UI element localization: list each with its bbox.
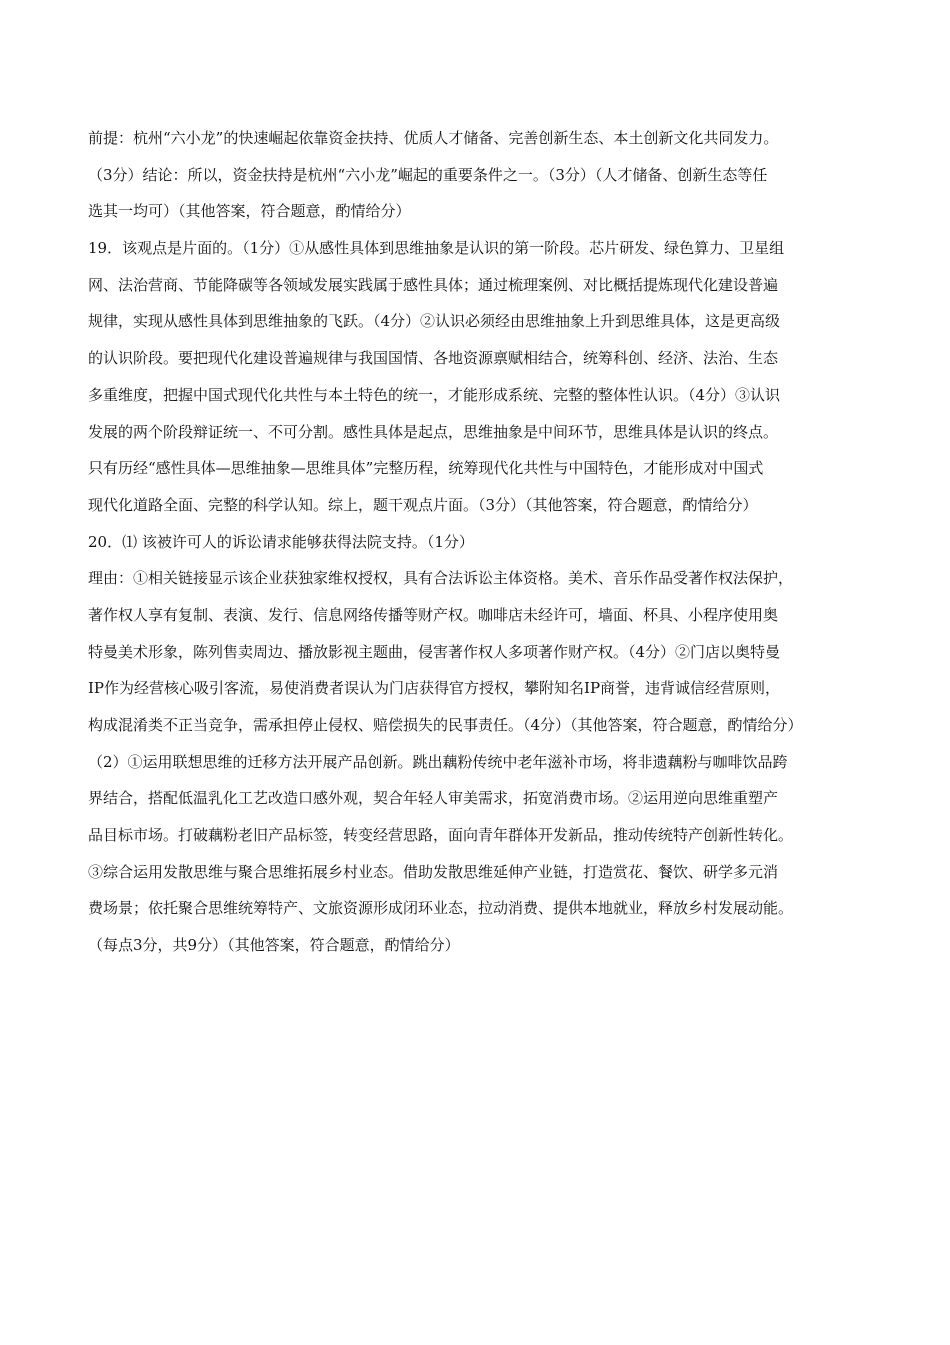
text-line: 规律，实现从感性具体到思维抽象的飞跃。（4分）②认识必须经由思维抽象上升到思维具体，这是更高级 (88, 312, 781, 331)
text-line: 著作权人享有复制、表演、发行、信息网络传播等财产权。咖啡店未经许可，墙面、杯具、小程序使用奥 (88, 605, 779, 624)
text-line: 构成混淆类不正当竞争，需承担停止侵权、赔偿损失的民事责任。（4分）（其他答案，符合题意，酌情给分） (88, 716, 803, 734)
text-line: 20．⑴ 该被许可人的诉讼请求能够获得法院支持。（1分） (88, 532, 474, 551)
answer-text-block (88, 120, 878, 964)
text-line: 发展的两个阶段辩证统一、不可分割。感性具体是起点，思维抽象是中间环节，思维具体是认识的终点。 (88, 422, 779, 441)
text-line: 界结合，搭配低温乳化工艺改造口感外观，契合年轻人审美需求，拓宽消费市场。②运用逆向思维重塑产 (88, 789, 779, 808)
text-line: （2）①运用联想思维的迁移方法开展产品创新。跳出藕粉传统中老年滋补市场，将非遗藕粉与咖啡饮品跨 (88, 752, 788, 771)
text-line: 选其一均可）（其他答案，符合题意，酌情给分） (88, 202, 411, 221)
text-line: 特曼美术形象，陈列售卖周边、播放影视主题曲，侵害著作权人多项著作财产权。（4分）②门店以奥特曼 (88, 642, 781, 661)
text-line: 19．该观点是片面的。（1分）①从感性具体到思维抽象是认识的第一阶段。芯片研发、绿色算力、卫星组 (88, 239, 785, 258)
text-line: 的认识阶段。要把现代化建设普遍规律与我国国情、各地资源禀赋相结合，统筹科创、经济、法治、生态 (88, 349, 779, 368)
text-line: 品目标市场。打破藕粉老旧产品标签，转变经营思路，面向青年群体开发新品，推动传统特产创新性转化。 (88, 826, 794, 845)
text-line: 只有历经“感性具体—思维抽象—思维具体”完整历程，统筹现代化共性与中国特色，才能形成对中国式 (88, 459, 764, 478)
text-line: 前提：杭州“六小龙”的快速崛起依靠资金扶持、优质人才储备、完善创新生态、本土创新文化共同发力。 (88, 129, 779, 147)
text-line: 费场景；依托聚合思维统筹特产、文旅资源形成闭环业态，拉动消费、提供本地就业，释放乡村发展动能。 (88, 899, 794, 918)
text-line: 理由：①相关链接显示该企业获独家维权授权，具有合法诉讼主体资格。美术、音乐作品受著作权法保护， (88, 569, 794, 588)
text-line: 网、法治营商、节能降碳等各领域发展实践属于感性具体；通过梳理案例、对比概括提炼现代化建设普遍 (88, 275, 779, 294)
text-line: （每点3分，共9分）（其他答案，符合题意，酌情给分） (88, 936, 460, 955)
text-line: ③综合运用发散思维与聚合思维拓展乡村业态。借助发散思维延伸产业链，打造赏花、餐饮、研学多元消 (88, 862, 779, 881)
text-line: 多重维度，把握中国式现代化共性与本土特色的统一，才能形成系统、完整的整体性认识。（4分）③认识 (88, 385, 781, 404)
text-line: IP作为经营核心吸引客流，易使消费者误认为门店获得官方授权，攀附知名IP商誉，违背诚信经营原则， (88, 679, 781, 698)
text-line: （3分）结论：所以，资金扶持是杭州“六小龙”崛起的重要条件之一。（3分）（人才储备、创新生态等任 (88, 165, 768, 184)
text-line: 现代化道路全面、完整的科学认知。综上，题干观点片面。（3分）（其他答案，符合题意，酌情给分） (88, 495, 758, 514)
